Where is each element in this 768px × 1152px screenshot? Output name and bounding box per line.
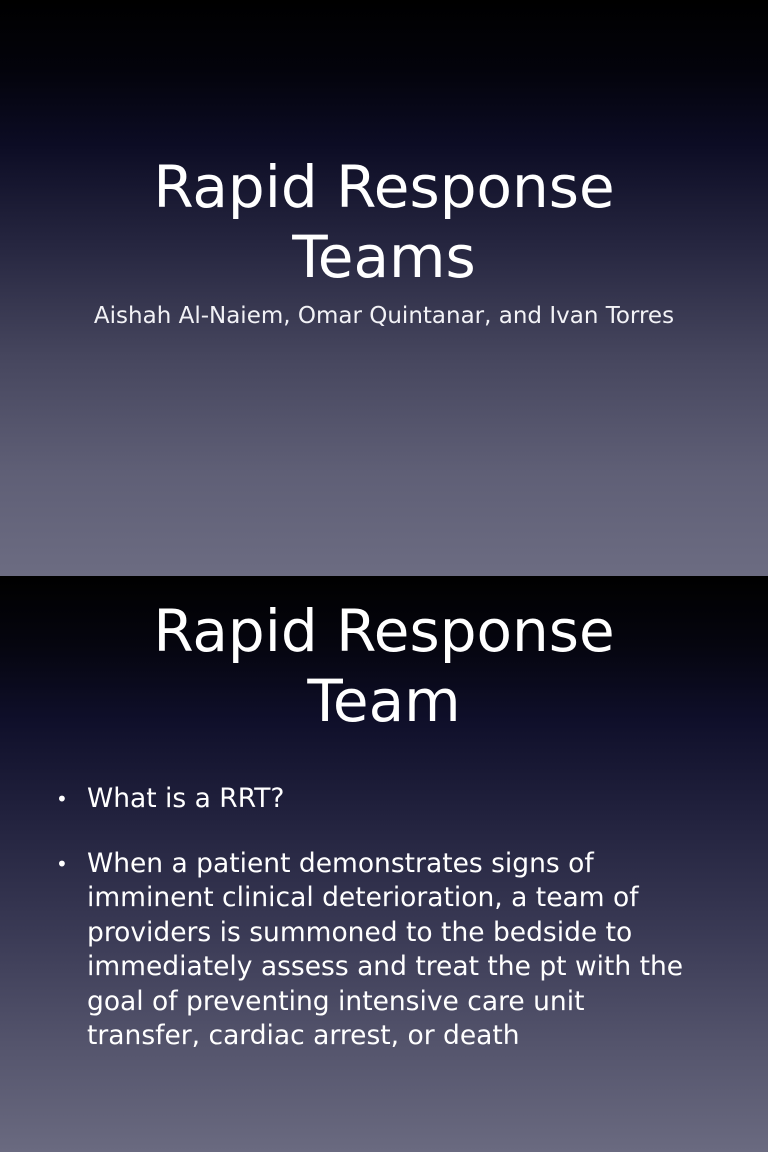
content-slide-title [0, 596, 768, 736]
bullet-list [56, 782, 696, 1084]
slide-subtitle-authors: Aishah Al-Naiem, Omar Quintanar, and Ivan Torres [93, 303, 675, 329]
slide-title-line-1: Rapid Response [153, 153, 615, 221]
slide-title [0, 152, 768, 292]
bullet-item [56, 847, 696, 1054]
bullet-text: What is a RRT? [87, 783, 285, 814]
content-slide-title-line-1: Rapid Response [153, 597, 615, 665]
bullet-dot-icon: • [56, 851, 68, 876]
bullet-text: When a patient demonstrates signs of imminent clinical deterioration, a team of providers is summoned to the bedside to immediately assess and treat the pt with the goal of preventing intensive care unit transfer, cardiac arrest, or death [87, 847, 684, 1051]
content-slide-title-line-2: Team [307, 667, 461, 735]
slide-title-line-2: Teams [292, 223, 476, 291]
bullet-item [56, 782, 696, 817]
bullet-dot-icon: • [56, 787, 68, 811]
